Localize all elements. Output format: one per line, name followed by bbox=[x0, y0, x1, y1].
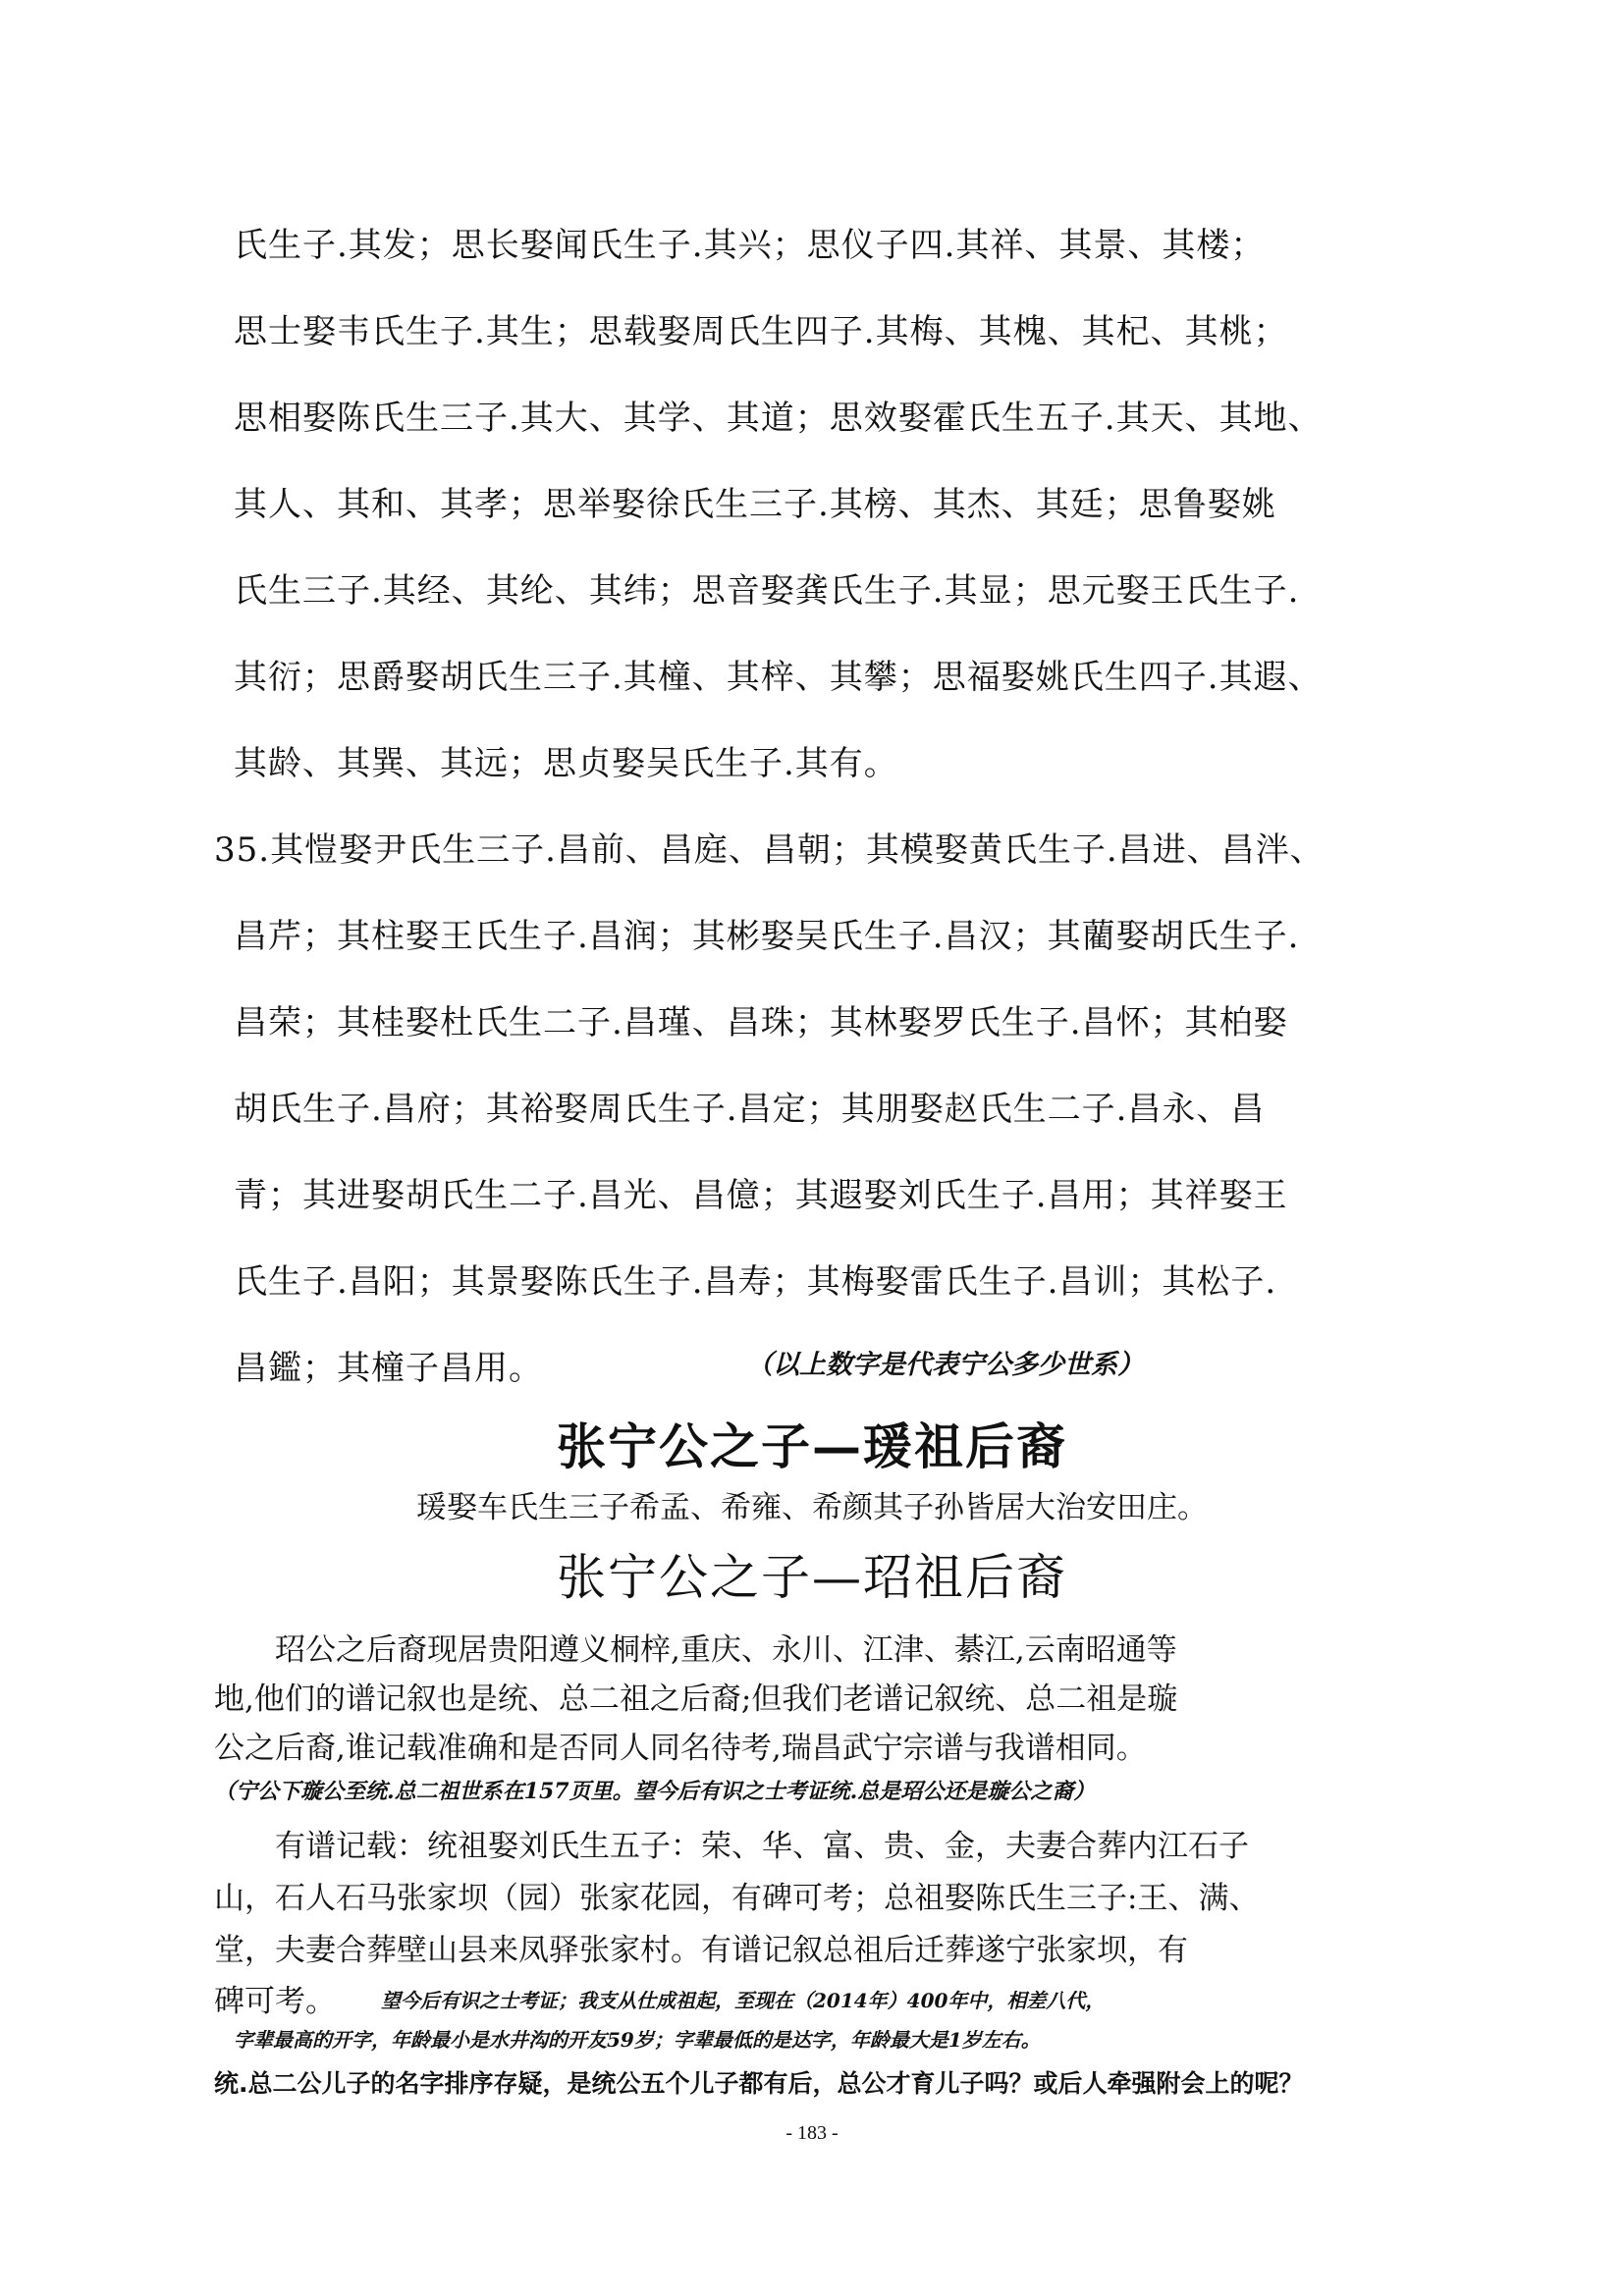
paragraph-line: 有谱记载：统祖娶刘氏生五子：荣、华、富、贵、金，夫妻合葬内江石子 bbox=[275, 1829, 1249, 1864]
genealogy-line: 昌芹；其柱娶王氏生子.昌润；其彬娶吴氏生子.昌汉；其藺娶胡氏生子. bbox=[234, 917, 1300, 956]
section-heading: 张宁公之子—瑗祖后裔 bbox=[557, 1417, 1067, 1475]
genealogy-line: 思士娶韦氏生子.其生；思载娶周氏生四子.其梅、其槐、其杞、其桃； bbox=[234, 312, 1288, 351]
genealogy-line: 青；其进娶胡氏生二子.昌光、昌億；其遐娶刘氏生子.昌用；其祥娶王 bbox=[234, 1176, 1288, 1215]
section-text: 瑗娶车氏生三子希孟、希雍、希颜其子孙皆居大治安田庄。 bbox=[416, 1490, 1208, 1525]
genealogy-line: 氏生子.昌阳；其景娶陈氏生子.昌寿；其梅娶雷氏生子.昌训；其松子. bbox=[234, 1262, 1277, 1302]
genealogy-line: 其衍；思爵娶胡氏生三子.其橦、其梓、其攀；思福娶姚氏生四子.其遐、 bbox=[234, 658, 1323, 697]
genealogy-line: 氏生子.其发；思长娶闻氏生子.其兴；思仪子四.其祥、其景、其楼； bbox=[234, 226, 1266, 265]
note-line: 望今后有识之士考证；我支从仕成祖起，至现在（2014年）400年中，相差八代， bbox=[381, 1989, 1106, 2012]
note-line: 字辈最高的开字，年龄最小是水井沟的开友59岁；字辈最低的是达字，年龄最大是1岁左右。 bbox=[234, 2028, 1041, 2052]
genealogy-line: 氏生三子.其经、其纶、其纬；思音娶龚氏生子.其显；思元娶王氏生子. bbox=[234, 571, 1300, 611]
genealogy-line: 昌荣；其桂娶杜氏生二子.昌瑾、昌珠；其林娶罗氏生子.昌怀；其柏娶 bbox=[234, 1003, 1288, 1042]
genealogy-line: 其龄、其巽、其远；思贞娶吴氏生子.其有。 bbox=[234, 744, 898, 783]
note-line: （宁公下璇公至统.总二祖世系在157页里。望今后有识之士考证统.总是玿公还是璇公之裔） bbox=[214, 1779, 1096, 1804]
section-heading: 张宁公之子—玿祖后裔 bbox=[557, 1549, 1067, 1606]
paragraph-line: 碑可考。 bbox=[214, 1984, 336, 2019]
genealogy-line: 其人、其和、其孝；思举娶徐氏生三子.其榜、其杰、其廷；思鲁娶姚 bbox=[234, 485, 1276, 524]
genealogy-line: 思相娶陈氏生三子.其大、其学、其道；思效娶霍氏生五子.其天、其地、 bbox=[234, 399, 1323, 438]
genealogy-line: 35.其愷娶尹氏生三子.昌前、昌庭、昌朝；其模娶黄氏生子.昌进、昌泮、 bbox=[214, 830, 1325, 870]
paragraph-line: 地,他们的谱记叙也是统、总二祖之后裔;但我们老谱记叙统、总二祖是璇 bbox=[214, 1682, 1178, 1717]
page-number: - 183 - bbox=[785, 2122, 839, 2144]
generation-note: （以上数字是代表宁公多少世系） bbox=[746, 1350, 1144, 1380]
paragraph-line: 山，石人石马张家坝（园）张家花园，有碑可考；总祖娶陈氏生三子:王、满、 bbox=[214, 1881, 1260, 1916]
paragraph-line: 玿公之后裔现居贵阳遵义桐梓,重庆、永川、江津、綦江,云南昭通等 bbox=[275, 1632, 1177, 1668]
question-line: 统.总二公儿子的名字排序存疑，是统公五个儿子都有后，总公才育儿子吗？或后人牵强附会上的呢？ bbox=[214, 2069, 1304, 2098]
paragraph-line: 堂，夫妻合葬壁山县来凤驿张家村。有谱记叙总祖后迁葬遂宁张家坝，有 bbox=[214, 1933, 1188, 1968]
genealogy-line: 昌鑑；其橦子昌用。 bbox=[234, 1349, 543, 1388]
genealogy-line: 胡氏生子.昌府；其裕娶周氏生子.昌定；其朋娶赵氏生二子.昌永、昌 bbox=[234, 1090, 1266, 1129]
paragraph-line: 公之后裔,谁记载准确和是否同人同名待考,瑞昌武宁宗谱与我谱相同。 bbox=[214, 1731, 1147, 1766]
